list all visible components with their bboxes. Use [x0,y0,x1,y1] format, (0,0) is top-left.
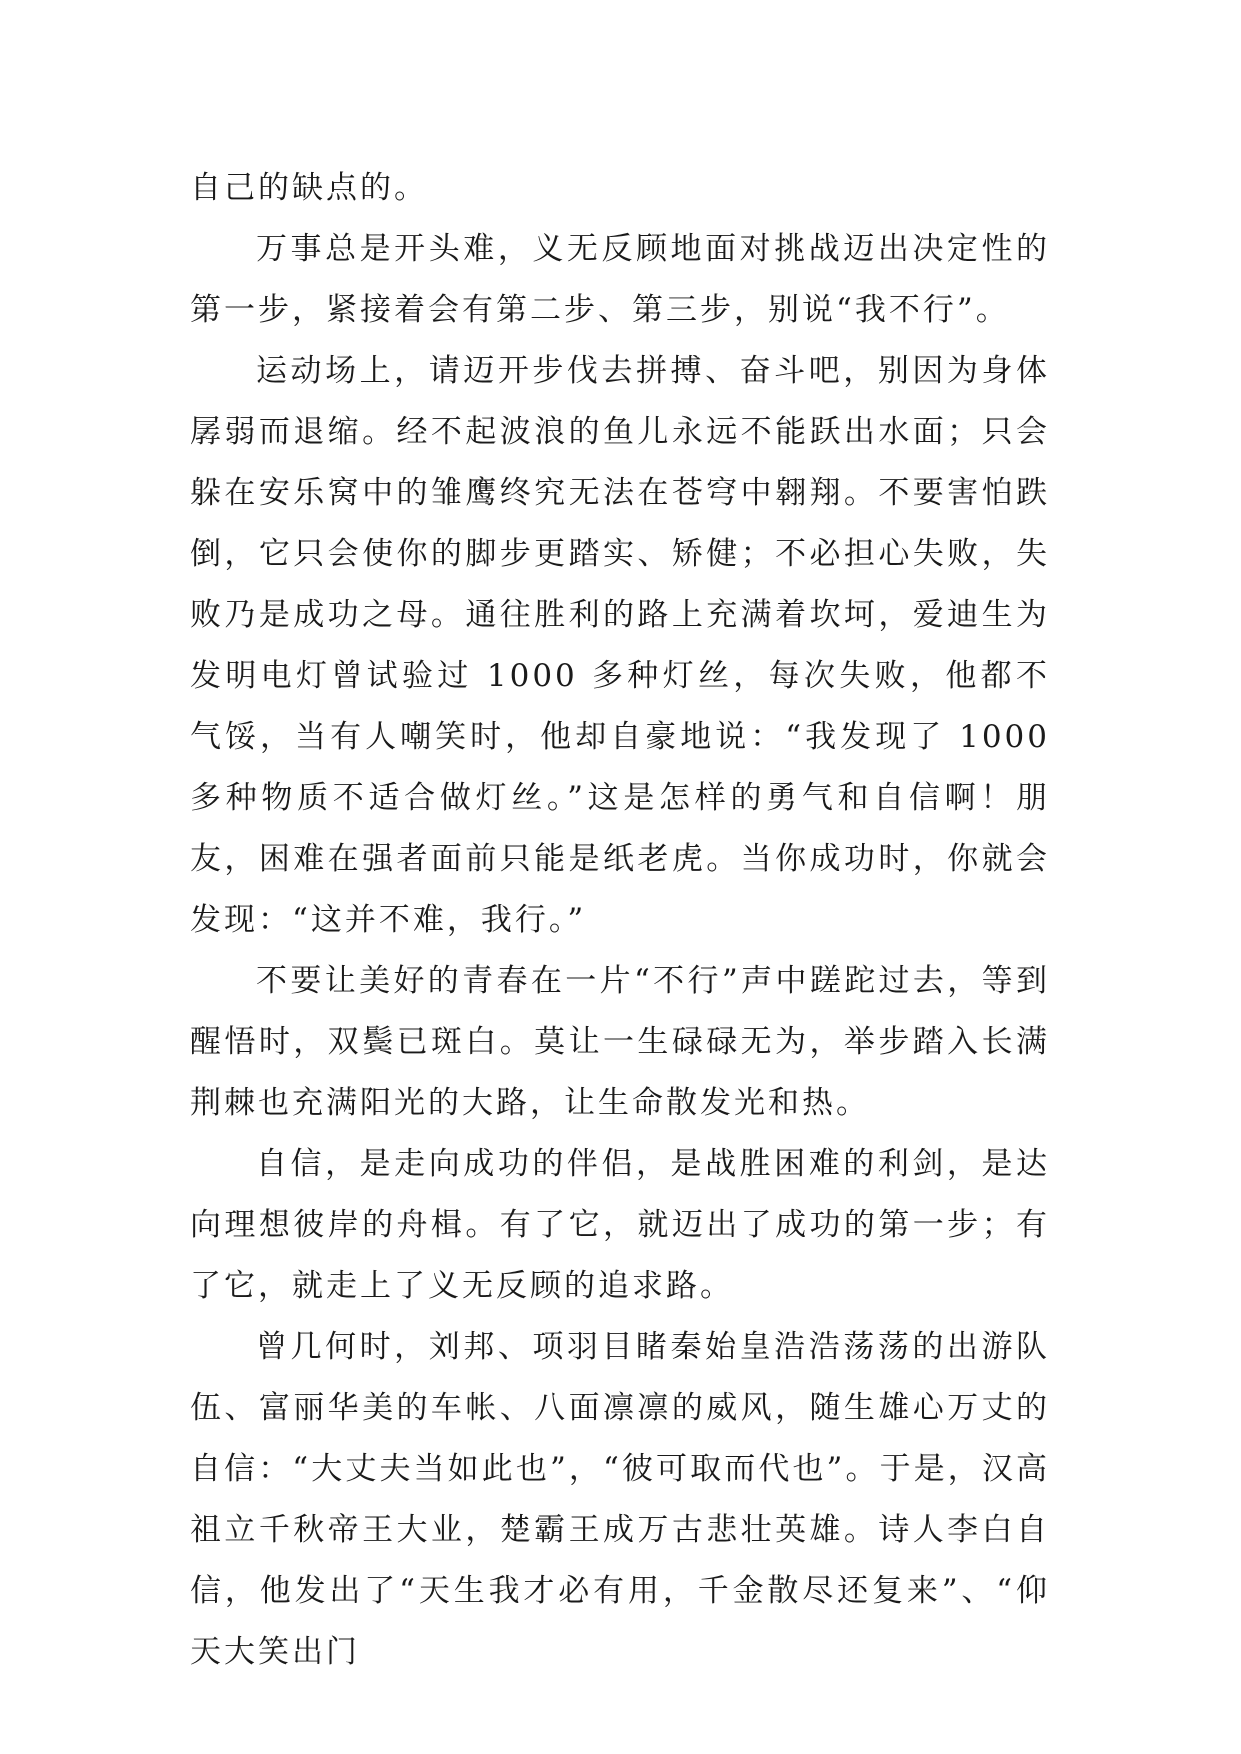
paragraph: 不要让美好的青春在一片“不行”声中蹉跎过去，等到醒悟时，双鬓已斑白。莫让一生碌碌无为，举步踏入长满荆棘也充满阳光的大路，让生命散发光和热。 [190,963,1050,1121]
paragraph: 曾几何时，刘邦、项羽目睹秦始皇浩浩荡荡的出游队伍、富丽华美的车帐、八面凛凛的威风，随生雄心万丈的自信：“大丈夫当如此也”，“彼可取而代也”。于是，汉高祖立千秋帝王大业，楚霸王成万古悲壮英雄。诗人李白自信，他发出了“天生我才必有用，千金散尽还复来”、“仰天大笑出门 [190,1329,1050,1670]
paragraph: 运动场上，请迈开步伐去拼搏、奋斗吧，别因为身体孱弱而退缩。经不起波浪的鱼儿永远不能跃出水面；只会躲在安乐窝中的雏鹰终究无法在苍穹中翱翔。不要害怕跌倒，它只会使你的脚步更踏实、矫健；不必担心失败，失败乃是成功之母。通往胜利的路上充满着坎坷，爱迪生为发明电灯曾试验过 1000 多种灯丝，每次失败，他都不气馁，当有人嘲笑时，他却自豪地说：“我发现了 1000 多种物质不适合做灯丝。”这是怎样的勇气和自信啊！朋友，困难在强者面前只能是纸老虎。当你成功时，你就会发现：“这并不难，我行。” [190,353,1050,938]
paragraph: 万事总是开头难，义无反顾地面对挑战迈出决定性的第一步，紧接着会有第二步、第三步，别说“我不行”。 [190,231,1050,328]
paragraph-continued: 自己的缺点的。 [190,170,428,206]
document-body [190,158,1050,1683]
paragraph: 自信，是走向成功的伴侣，是战胜困难的利剑，是达向理想彼岸的舟楫。有了它，就迈出了成功的第一步；有了它，就走上了义无反顾的追求路。 [190,1146,1050,1304]
